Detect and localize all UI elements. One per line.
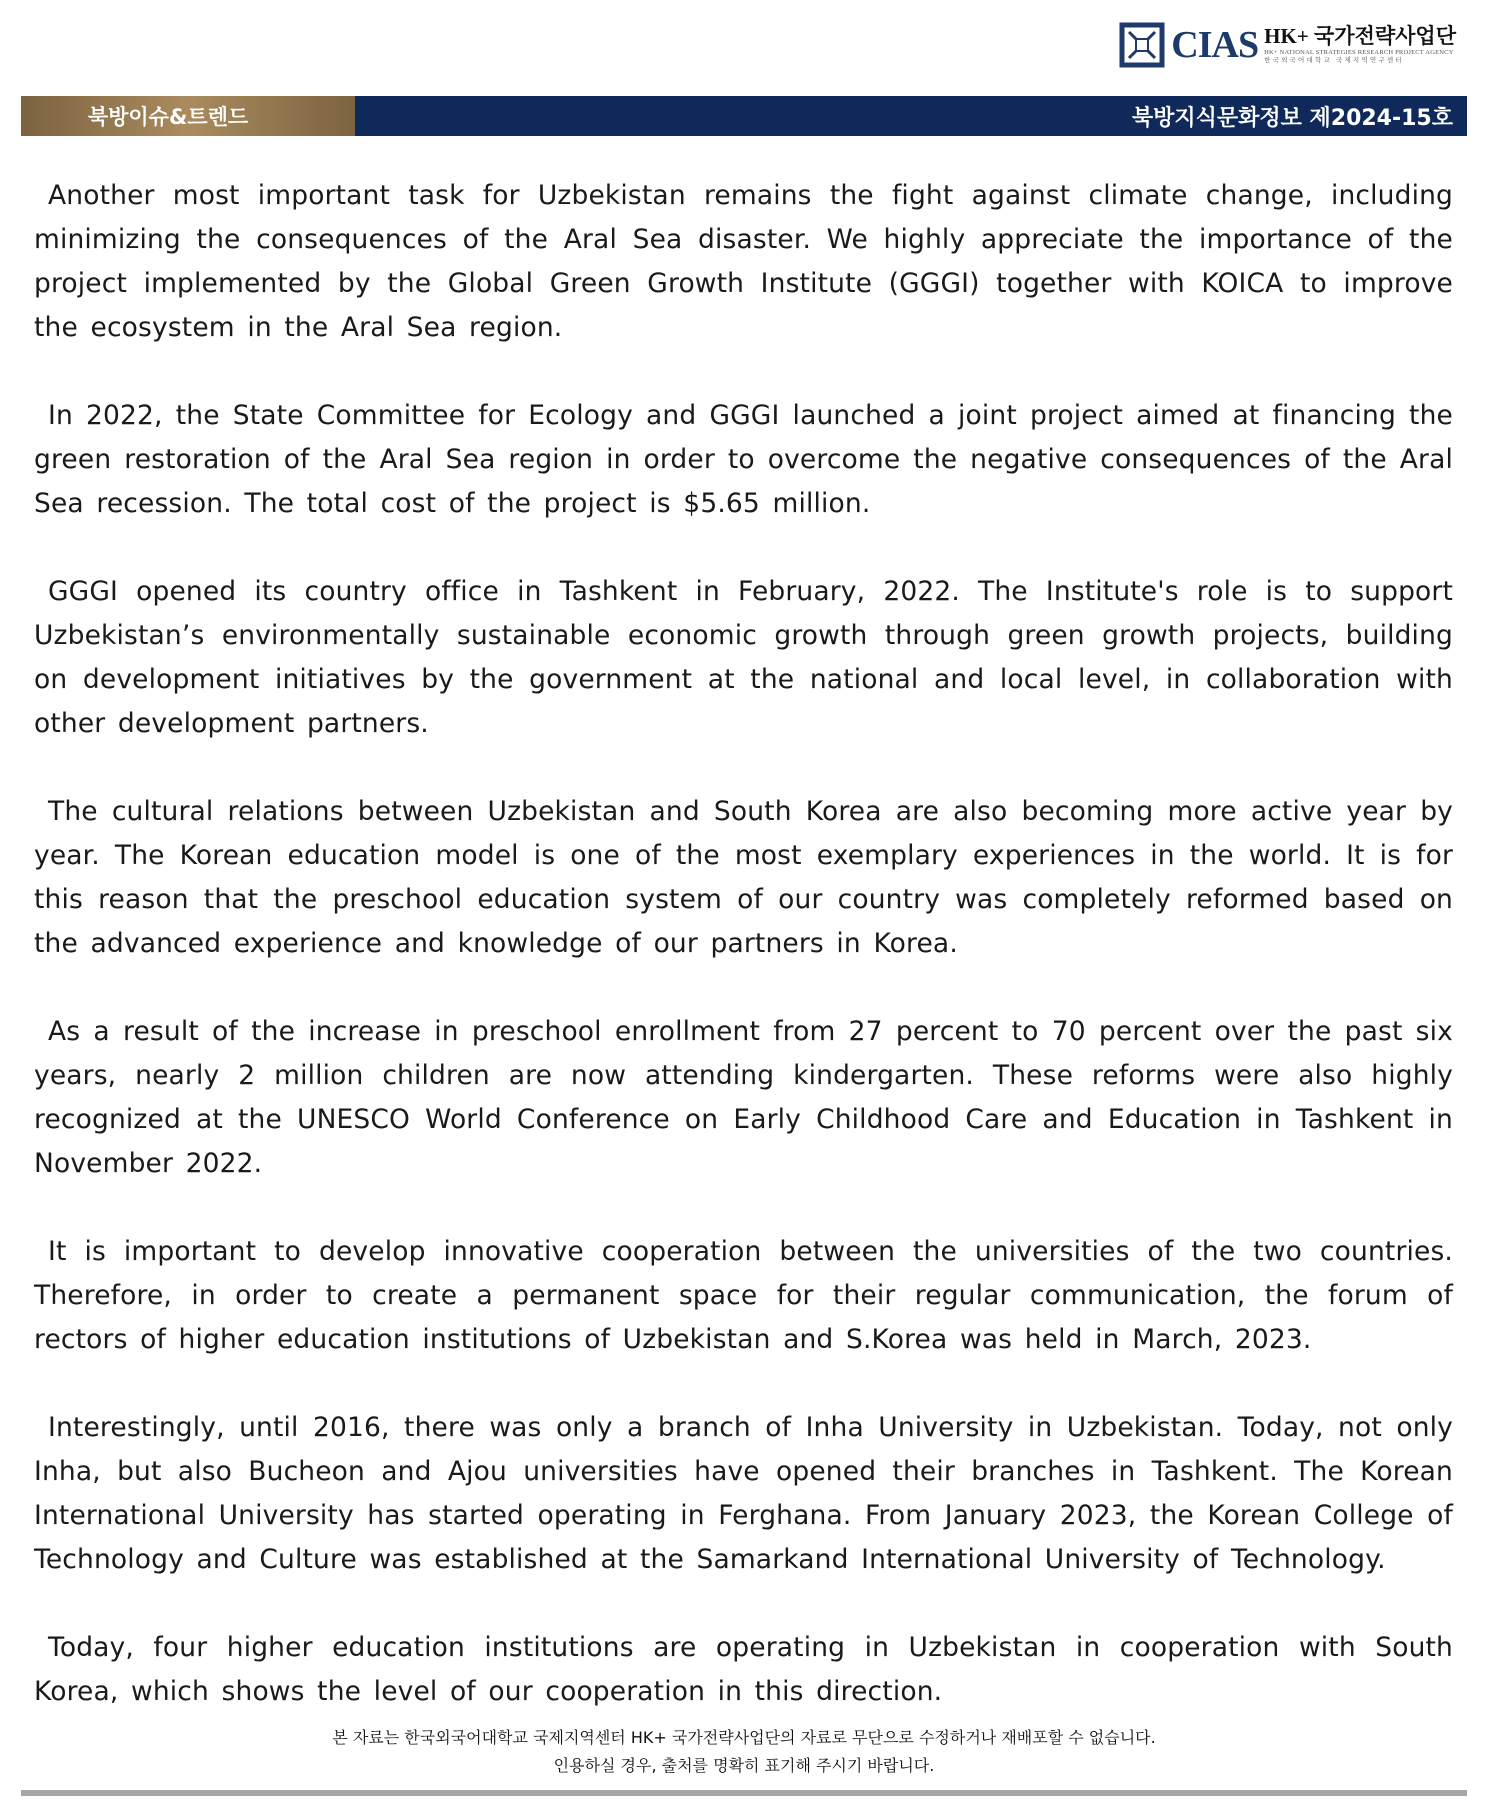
logo-text-block	[1264, 23, 1456, 65]
paragraph: As a result of the increase in preschool enrollment from 27 percent to 70 percent over the past six years, nearly 2 million children are now attending kindergarten. These reforms were also highly recognized at the UNESCO World Conference on Early Childhood Care and Education in Tashkent in November 2022.	[34, 1016, 1453, 1179]
category-label: 북방이슈&트렌드	[21, 96, 355, 136]
header-bar	[21, 96, 1467, 136]
logo-wordmark: CIAS	[1171, 24, 1259, 66]
issue-number: 북방지식문화정보 제2024-15호	[355, 96, 1467, 136]
logo-subtitle-en: HK+ NATIONAL STRATEGIES RESEARCH PROJECT AGENCY	[1264, 48, 1454, 56]
cias-logo	[1119, 22, 1456, 68]
paragraph: The cultural relations between Uzbekistan and South Korea are also becoming more active year by year. The Korean education model is one of the most exemplary experiences in the world. It is for this reason that the preschool education system of our country was completely reformed based on the advanced experience and knowledge of our partners in Korea.	[34, 796, 1453, 959]
copyright-line-2: 인용하실 경우, 출처를 명확히 표기해 주시기 바랍니다.	[553, 1756, 935, 1775]
copyright-line-1: 본 자료는 한국외국어대학교 국제지역센터 HK+ 국가전략사업단의 자료로 무단으로 수정하거나 재배포할 수 없습니다.	[332, 1728, 1156, 1747]
cias-emblem-icon	[1119, 22, 1165, 68]
article-body	[34, 174, 1453, 1758]
logo-subtitle-ko: 한국외국어대학교 국제지역연구센터	[1264, 57, 1404, 64]
paragraph: In 2022, the State Committee for Ecology and GGGI launched a joint project aimed at financing the green restoration of the Aral Sea region in order to overcome the negative consequences of the Aral Sea recession. The total cost of the project is $5.65 million.	[34, 400, 1453, 519]
copyright-notice	[0, 1724, 1488, 1780]
footer-divider	[21, 1790, 1467, 1796]
paragraph: GGGI opened its country office in Tashkent in February, 2022. The Institute's role is to support Uzbekistan’s environmentally sustainable economic growth through green growth projects, building on development initiatives by the government at the national and local level, in collaboration with other development partners.	[34, 576, 1453, 739]
paragraph: Today, four higher education institutions are operating in Uzbekistan in cooperation with South Korea, which shows the level of our cooperation in this direction.	[34, 1632, 1453, 1707]
logo-title: HK+ 국가전략사업단	[1264, 23, 1456, 48]
paragraph: It is important to develop innovative cooperation between the universities of the two countries. Therefore, in order to create a permanent space for their regular communication, the forum of rectors of higher education institutions of Uzbekistan and S.Korea was held in March, 2023.	[34, 1236, 1453, 1355]
paragraph: Interestingly, until 2016, there was only a branch of Inha University in Uzbekistan. Today, not only Inha, but also Bucheon and Ajou universities have opened their branches in Tashkent. The Korean International University has started operating in Ferghana. From January 2023, the Korean College of Technology and Culture was established at the Samarkand International University of Technology.	[34, 1412, 1453, 1575]
paragraph: Another most important task for Uzbekistan remains the fight against climate change, including minimizing the consequences of the Aral Sea disaster. We highly appreciate the importance of the project implemented by the Global Green Growth Institute (GGGI) together with KOICA to improve the ecosystem in the Aral Sea region.	[34, 180, 1453, 343]
